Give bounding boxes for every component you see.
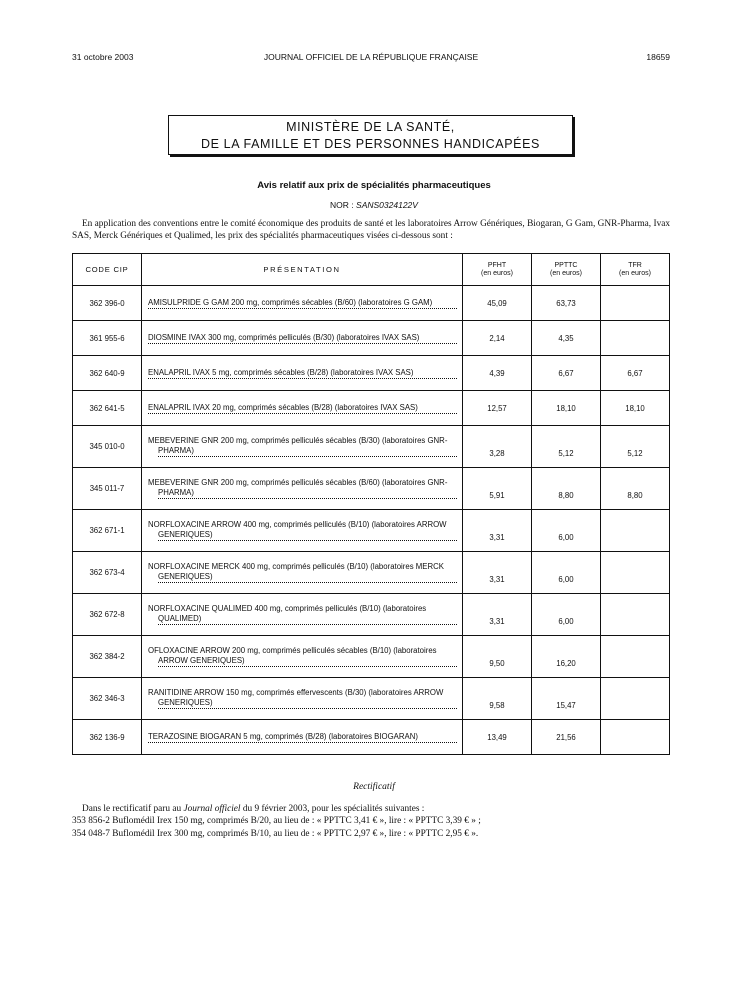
table-row <box>73 468 670 510</box>
ppttc-value: 4,35 <box>532 321 601 356</box>
ppttc-value: 6,67 <box>532 356 601 391</box>
tfr-value <box>601 510 670 552</box>
ppttc-value: 6,00 <box>532 510 601 552</box>
tfr-value <box>601 678 670 720</box>
presentation-cell <box>142 594 463 636</box>
presentation-line-2: PHARMA) <box>158 488 457 499</box>
presentation-line-2: GENERIQUES) <box>158 698 457 709</box>
notice-intro: En application des conventions entre le comité économique des produits de santé et les laboratoires Arrow Génériques, Biogaran, G Gam, GNR-Pharma, Ivax SAS, Merck Génériques et Qualimed, les prix des spécialités pharmaceutiques visées ci-dessous sont : <box>72 219 670 241</box>
table-header-row <box>73 254 670 286</box>
pfht-value: 3,28 <box>463 426 532 468</box>
presentation-line-1: NORFLOXACINE MERCK 400 mg, comprimés pelliculés (B/10) (laboratoires MERCK <box>148 562 444 571</box>
cip-code: 362 672-8 <box>73 594 142 636</box>
ppttc-value: 6,00 <box>532 552 601 594</box>
pfht-value: 12,57 <box>463 391 532 426</box>
cip-code: 362 671-1 <box>73 510 142 552</box>
presentation-line-1: DIOSMINE IVAX 300 mg, comprimés pelliculés (B/30) (laboratoires IVAX SAS) <box>148 333 457 344</box>
cip-code: 362 641-5 <box>73 391 142 426</box>
ministry-line-1: MINISTÈRE DE LA SANTÉ, <box>286 120 455 134</box>
table-row <box>73 321 670 356</box>
table-row <box>73 391 670 426</box>
header-ppttc <box>532 254 601 286</box>
nor-value: SANS0324122V <box>356 200 418 210</box>
rectificatif-intro <box>82 803 672 815</box>
table-row <box>73 286 670 321</box>
tfr-value: 18,10 <box>601 391 670 426</box>
tfr-value <box>601 286 670 321</box>
presentation-line-2: GENERIQUES) <box>158 572 457 583</box>
presentation-cell <box>142 286 463 321</box>
presentation-cell <box>142 552 463 594</box>
header-tfr-unit: (en euros) <box>619 269 651 277</box>
table-row <box>73 678 670 720</box>
table-row <box>73 720 670 755</box>
pfht-value: 4,39 <box>463 356 532 391</box>
presentation-line-1: TERAZOSINE BIOGARAN 5 mg, comprimés (B/28) (laboratoires BIOGARAN) <box>148 732 457 743</box>
cip-code: 362 384-2 <box>73 636 142 678</box>
pfht-value: 45,09 <box>463 286 532 321</box>
presentation-cell <box>142 510 463 552</box>
presentation-line-1: NORFLOXACINE ARROW 400 mg, comprimés pelliculés (B/10) (laboratoires ARROW <box>148 520 447 529</box>
ministry-line-2: DE LA FAMILLE ET DES PERSONNES HANDICAPÉES <box>201 137 540 151</box>
header-code: CODE CIP <box>73 254 142 286</box>
rectificatif-line: 353 856-2 Buflomédil Irex 150 mg, comprimés B/20, au lieu de : « PPTTC 3,41 € », lire : « PPTTC 3,39 € » ; <box>72 816 481 827</box>
presentation-cell <box>142 720 463 755</box>
presentation-cell <box>142 468 463 510</box>
rectificatif-intro-b: du 9 février 2003, pour les spécialités suivantes : <box>242 804 425 814</box>
header-pfht <box>463 254 532 286</box>
tfr-value <box>601 552 670 594</box>
header-date: 31 octobre 2003 <box>72 52 134 62</box>
ministry-box <box>168 115 573 155</box>
cip-code: 362 346-3 <box>73 678 142 720</box>
pfht-value: 3,31 <box>463 594 532 636</box>
presentation-cell <box>142 426 463 468</box>
pfht-value: 3,31 <box>463 510 532 552</box>
price-table <box>72 253 670 755</box>
header-pfht-label: PFHT <box>487 261 507 269</box>
pfht-value: 5,91 <box>463 468 532 510</box>
presentation-cell <box>142 678 463 720</box>
tfr-value: 6,67 <box>601 356 670 391</box>
presentation-line-1: ENALAPRIL IVAX 20 mg, comprimés sécables (B/28) (laboratoires IVAX SAS) <box>148 403 457 414</box>
presentation-line-2: QUALIMED) <box>158 614 457 625</box>
ppttc-value: 15,47 <box>532 678 601 720</box>
table-row <box>73 594 670 636</box>
presentation-line-2: GENERIQUES) <box>158 530 457 541</box>
header-presentation: PRÉSENTATION <box>142 254 463 286</box>
presentation-line-2: ARROW GENERIQUES) <box>158 656 457 667</box>
journal-title: JOURNAL OFFICIEL DE LA RÉPUBLIQUE FRANÇAISE <box>263 52 479 62</box>
cip-code: 362 136-9 <box>73 720 142 755</box>
table-row <box>73 356 670 391</box>
cip-code: 345 010-0 <box>73 426 142 468</box>
presentation-line-1: MEBEVERINE GNR 200 mg, comprimés pelliculés sécables (B/60) (laboratoires GNR- <box>148 478 448 487</box>
header-tfr <box>601 254 670 286</box>
presentation-cell <box>142 321 463 356</box>
pfht-value: 9,58 <box>463 678 532 720</box>
rectificatif-title: Rectificatif <box>353 782 395 792</box>
presentation-line-1: OFLOXACINE ARROW 200 mg, comprimés pelliculés sécables (B/10) (laboratoires <box>148 646 437 655</box>
ppttc-value: 16,20 <box>532 636 601 678</box>
presentation-line-1: NORFLOXACINE QUALIMED 400 mg, comprimés pelliculés (B/10) (laboratoires <box>148 604 427 613</box>
notice-title: Avis relatif aux prix de spécialités pharmaceutiques <box>257 180 491 191</box>
tfr-value <box>601 720 670 755</box>
rectificatif-journal: Journal officiel <box>183 804 241 814</box>
header-ppttc-unit: (en euros) <box>550 269 582 277</box>
pfht-value: 13,49 <box>463 720 532 755</box>
ppttc-value: 21,56 <box>532 720 601 755</box>
tfr-value: 5,12 <box>601 426 670 468</box>
pfht-value: 9,50 <box>463 636 532 678</box>
page-header <box>72 52 670 68</box>
presentation-line-1: MEBEVERINE GNR 200 mg, comprimés pelliculés sécables (B/30) (laboratoires GNR- <box>148 436 448 445</box>
presentation-line-1: RANITIDINE ARROW 150 mg, comprimés effervescents (B/30) (laboratoires ARROW <box>148 688 444 697</box>
tfr-value <box>601 594 670 636</box>
presentation-cell <box>142 636 463 678</box>
ppttc-value: 63,73 <box>532 286 601 321</box>
cip-code: 345 011-7 <box>73 468 142 510</box>
rectificatif-intro-a: Dans le rectificatif paru au <box>82 804 182 814</box>
rectificatif-line: 354 048-7 Buflomédil Irex 300 mg, comprimés B/10, au lieu de : « PPTTC 2,97 € », lire : « PPTTC 2,95 € ». <box>72 828 479 839</box>
ppttc-value: 5,12 <box>532 426 601 468</box>
rectificatif-body <box>72 803 672 840</box>
tfr-value <box>601 636 670 678</box>
presentation-cell <box>142 356 463 391</box>
table-row <box>73 510 670 552</box>
ppttc-value: 6,00 <box>532 594 601 636</box>
header-ppttc-label: PPTTC <box>554 261 578 269</box>
header-tfr-label: TFR <box>628 261 642 269</box>
cip-code: 362 673-4 <box>73 552 142 594</box>
table-row <box>73 426 670 468</box>
presentation-line-1: ENALAPRIL IVAX 5 mg, comprimés sécables (B/28) (laboratoires IVAX SAS) <box>148 368 457 379</box>
ppttc-value: 8,80 <box>532 468 601 510</box>
cip-code: 361 955-6 <box>73 321 142 356</box>
cip-code: 362 640-9 <box>73 356 142 391</box>
page-number: 18659 <box>646 52 670 62</box>
tfr-value <box>601 321 670 356</box>
ppttc-value: 18,10 <box>532 391 601 426</box>
pfht-value: 2,14 <box>463 321 532 356</box>
presentation-line-1: AMISULPRIDE G GAM 200 mg, comprimés sécables (B/60) (laboratoires G GAM) <box>148 298 457 309</box>
nor-reference <box>0 200 748 210</box>
pfht-value: 3,31 <box>463 552 532 594</box>
nor-label: NOR : <box>330 200 354 210</box>
tfr-value: 8,80 <box>601 468 670 510</box>
table-row <box>73 552 670 594</box>
presentation-cell <box>142 391 463 426</box>
presentation-line-2: PHARMA) <box>158 446 457 457</box>
table-row <box>73 636 670 678</box>
cip-code: 362 396-0 <box>73 286 142 321</box>
header-pfht-unit: (en euros) <box>481 269 513 277</box>
